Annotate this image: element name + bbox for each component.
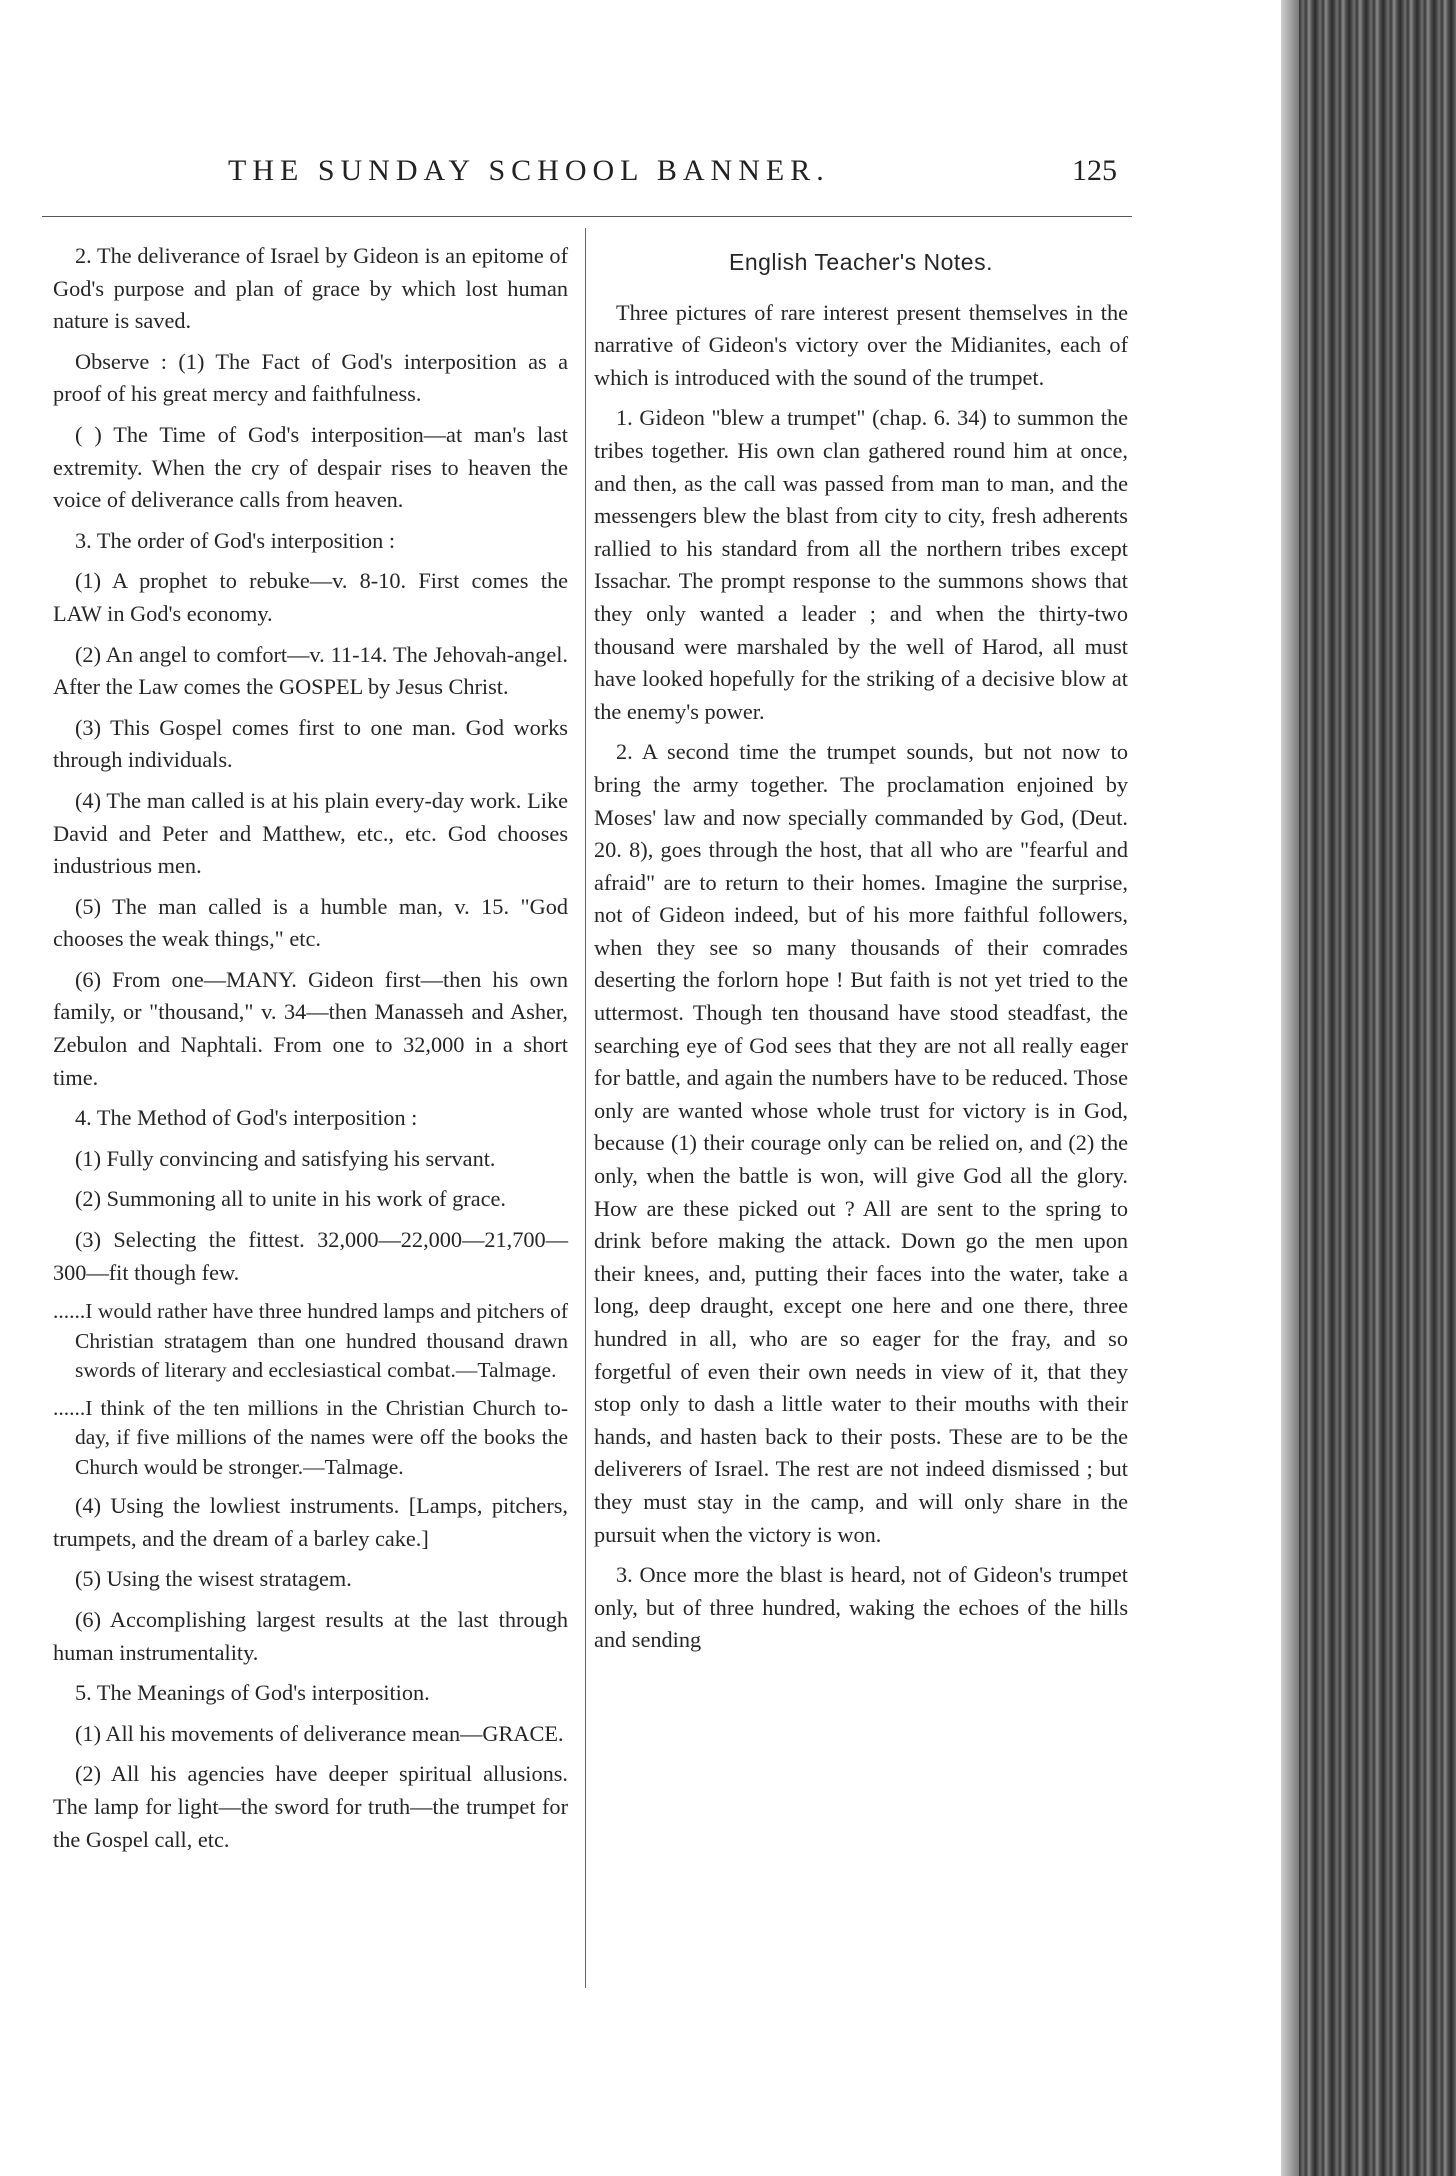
- left-column: [53, 240, 568, 1864]
- paragraph: 2. A second time the trumpet sounds, but not now to bring the army together. The proclamation enjoined by Moses' law and now specially commanded by God, (Deut. 20. 8), goes through the host, that all who are "fearful and afraid" are to return to their homes. Imagine the surprise, not of Gideon indeed, but of his more faithful followers, when they see so many thousands of their comrades deserting the forlorn hope ! But faith is not yet tried to the uttermost. Though ten thousand have stood steadfast, the searching eye of God sees that they are not all really eager for battle, and again the numbers have to be reduced. Those only are wanted whose whole trust for victory is in God, because (1) their courage only can be relied on, and (2) the only, when the battle is won, will give God all the glory. How are these picked out ? All are sent to the spring to drink before making the attack. Down go the men upon their knees, and, putting their faces into the water, take a long, deep draught, except one here and one there, three hundred in all, who are so eager for the fray, and so forgetful of even their own needs in view of it, that they stop only to dash a little water to their mouths with their hands, and hasten back to their posts. These are to be the deliverers of Israel. The rest are not indeed dismissed ; but they must stay in the camp, and will only share in the pursuit when the victory is won.: [594, 739, 1128, 1547]
- paragraph: (2) Summoning all to unite in his work of grace.: [75, 1186, 507, 1212]
- paragraph: (1) Fully convincing and satisfying his servant.: [75, 1145, 496, 1171]
- book-page-edge: [1281, 0, 1456, 2176]
- right-column: [594, 240, 1128, 1665]
- running-header-title: THE SUNDAY SCHOOL BANNER.: [228, 154, 830, 187]
- paragraph: 1. Gideon "blew a trumpet" (chap. 6. 34) to summon the tribes together. His own clan gathered round him at once, and then, as the call was passed from man to man, and the messengers blew the blast from city to city, fresh adherents rallied to his standard from all the northern tribes except Issachar. The prompt response to the summons shows that they only wanted a leader ; and when the thirty-two thousand were marshaled by the well of Harod, all must have looked hopefully for the striking of a decisive blow at the enemy's power.: [594, 405, 1128, 724]
- paragraph: (6) Accomplishing largest results at the last through human instrumentality.: [53, 1607, 568, 1665]
- paragraph: 2. The deliverance of Israel by Gideon is an epitome of God's purpose and plan of grace by which lost human nature is saved.: [53, 243, 568, 334]
- paragraph: 5. The Meanings of God's interposition.: [75, 1680, 430, 1706]
- paragraph: (2) An angel to comfort—v. 11-14. The Jehovah-angel. After the Law comes the GOSPEL by Jesus Christ.: [53, 641, 568, 700]
- paragraph: (4) The man called is at his plain every-day work. Like David and Peter and Matthew, etc., etc. God chooses industrious men.: [53, 787, 568, 879]
- paragraph: (5) The man called is a humble man, v. 15. "God chooses the weak things," etc.: [53, 893, 568, 952]
- paragraph: Observe : (1) The Fact of God's interposition as a proof of his great mercy and faithfulness.: [53, 348, 568, 407]
- paragraph: (4) Using the lowliest instruments. [Lamps, pitchers, trumpets, and the dream of a barley cake.]: [53, 1493, 568, 1551]
- paragraph: (6) From one—MANY. Gideon first—then his own family, or "thousand," v. 34—then Manasseh and Asher, Zebulon and Naphtali. From one to 32,000 in a short time.: [53, 966, 568, 1090]
- paragraph: ( ) The Time of God's interposition—at man's last extremity. When the cry of despair rises to heaven the voice of deliverance calls from heaven.: [53, 421, 568, 513]
- column-divider: [585, 228, 586, 1988]
- paragraph: Three pictures of rare interest present themselves in the narrative of Gideon's victory over the Midianites, each of which is introduced with the sound of the trumpet.: [594, 299, 1128, 390]
- page-number: 125: [1072, 154, 1117, 187]
- paragraph: (2) All his agencies have deeper spiritual allusions. The lamp for light—the sword for truth—the trumpet for the Gospel call, etc.: [53, 1761, 568, 1852]
- paragraph: (1) A prophet to rebuke—v. 8-10. First comes the LAW in God's economy.: [53, 568, 568, 626]
- header-rule: [42, 216, 1132, 217]
- paragraph: (3) This Gospel comes first to one man. God works through individuals.: [53, 714, 568, 773]
- paragraph: (1) All his movements of deliverance mean—GRACE.: [75, 1720, 564, 1746]
- section-heading: English Teacher's Notes.: [729, 249, 993, 275]
- paragraph: 3. The order of God's interposition :: [75, 527, 396, 553]
- paragraph: 3. Once more the blast is heard, not of Gideon's trumpet only, but of three hundred, waking the echoes of the hills and sending: [594, 1562, 1128, 1653]
- paragraph: 4. The Method of God's interposition :: [75, 1105, 418, 1131]
- quotation: ......I would rather have three hundred lamps and pitchers of Christian stratagem than one hundred thousand drawn swords of literary and ecclesiastical combat.—Talmage.: [53, 1299, 568, 1383]
- paragraph: (5) Using the wisest stratagem.: [75, 1566, 352, 1592]
- quotation: ......I think of the ten millions in the Christian Church to-day, if five millions of the names were off the books the Church would be stronger.—Talmage.: [53, 1395, 568, 1479]
- paragraph: (3) Selecting the fittest. 32,000—22,000—21,700—300—fit though few.: [53, 1227, 568, 1285]
